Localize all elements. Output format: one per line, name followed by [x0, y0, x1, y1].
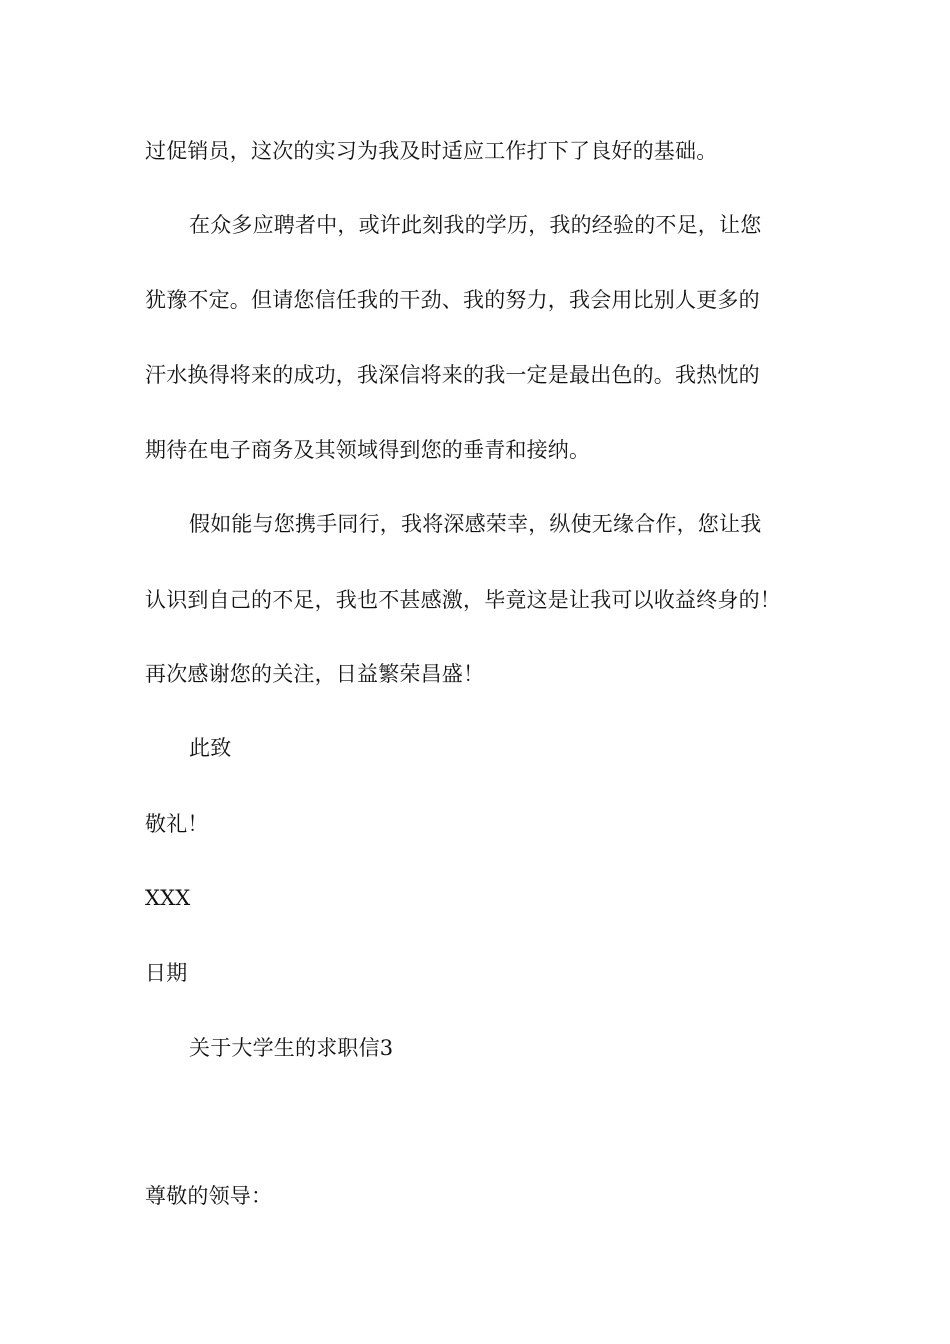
paragraph-line-5: 期待在电子商务及其领域得到您的垂青和接纳。	[145, 438, 591, 462]
signature-name: XXX	[145, 886, 191, 910]
paragraph-line-8: 再次感谢您的关注，日益繁荣昌盛！	[145, 662, 485, 686]
paragraph-line-7: 认识到自己的不足，我也不甚感激，毕竟这是让我可以收益终身的！	[145, 588, 781, 612]
paragraph-line-6: 假如能与您携手同行，我将深感荣幸，纵使无缘合作，您让我	[189, 512, 762, 536]
closing-salutation: 此致	[189, 736, 232, 760]
letter-greeting: 尊敬的领导：	[145, 1184, 273, 1208]
signature-date: 日期	[145, 961, 188, 985]
paragraph-line-1: 过促销员，这次的实习为我及时适应工作打下了良好的基础。	[145, 139, 718, 163]
paragraph-line-2: 在众多应聘者中，或许此刻我的学历，我的经验的不足，让您	[189, 213, 762, 237]
closing-regards: 敬礼！	[145, 812, 209, 836]
section-heading: 关于大学生的求职信3	[189, 1036, 394, 1060]
paragraph-line-4: 汗水换得将来的成功，我深信将来的我一定是最出色的。我热忱的	[145, 363, 760, 387]
paragraph-line-3: 犹豫不定。但请您信任我的干劲、我的努力，我会用比别人更多的	[145, 288, 760, 312]
